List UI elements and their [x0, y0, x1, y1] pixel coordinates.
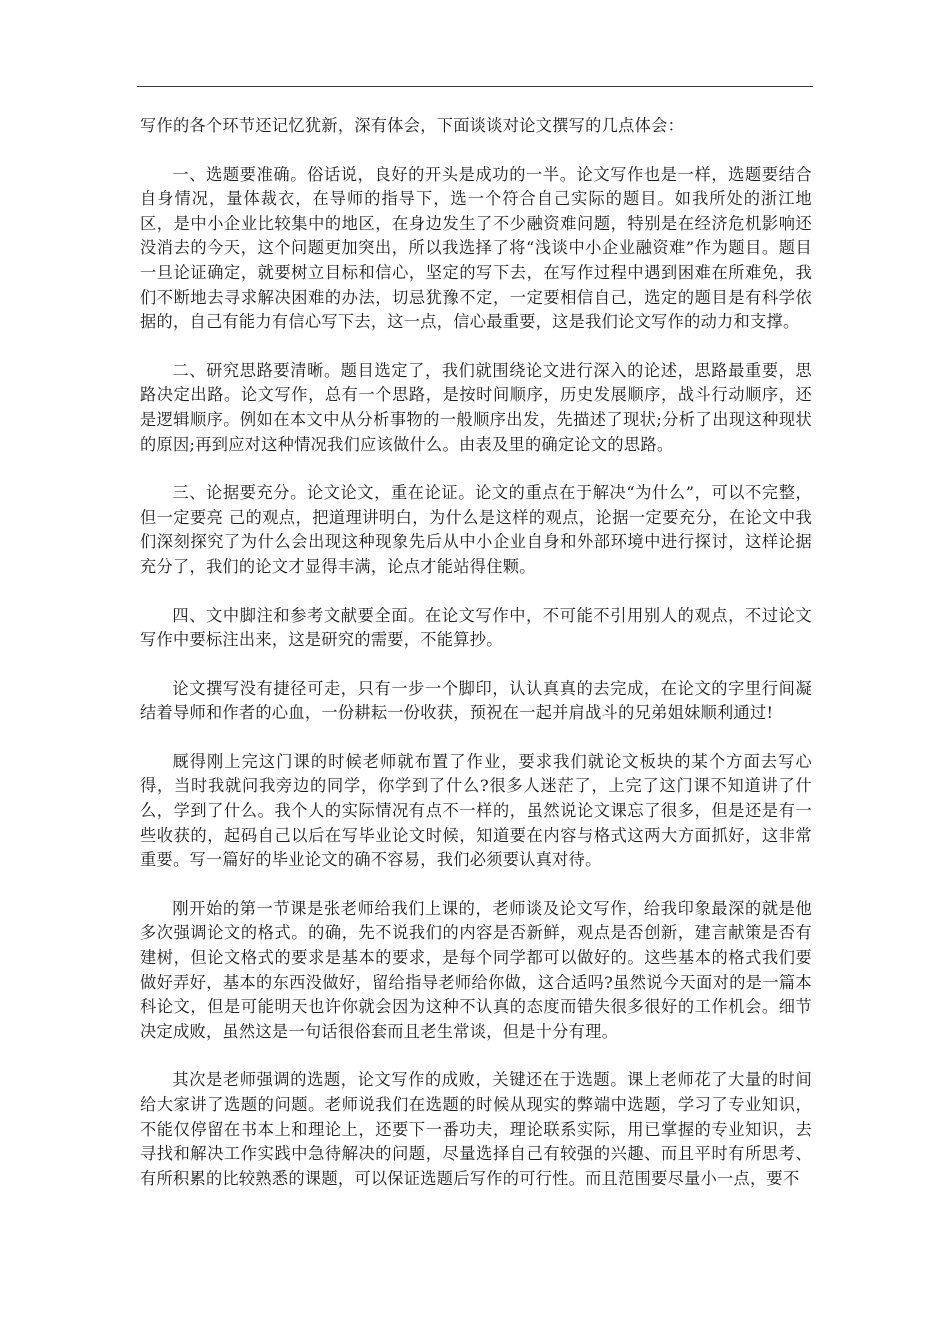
paragraph-course-reflection: 厩得刚上完这门课的时候老师就布置了作业，要求我们就论文板块的某个方面去写心得，当时我就问我旁边的同学，你学到了什么?很多人迷茫了，上完了这门课不知道讲了什么，学到了什么。我个人的实际情况有点不一样的，虽然说论文课忘了很多，但是还是有一些收获的，起码自己以后在写毕业论文时候，知道要在内容与格式这两大方面抓好，这非常重要。写一篇好的毕业论文的确不容易，我们必须要认真对待。: [140, 751, 812, 870]
paragraph-conclusion: 论文撰写没有捷径可走，只有一步一个脚印，认认真真的去完成，在论文的字里行间凝结着导师和作者的心血，一份耕耘一份收获，预祝在一起并肩战斗的兄弟姐妹顺利通过!: [140, 678, 812, 723]
paragraph-research-approach: 二、研究思路要清晰。题目选定了，我们就围绕论文进行深入的论述，思路最重要，思路决定出路。论文写作，总有一个思路，是按时间顺序，历史发展顺序，战斗行动顺序，还是逻辑顺序。例如在本文中从分析事物的一般顺序出发，先描述了现状;分析了出现这种现状的原因;再到应对这种情况我们应该做什么。由表及里的确定论文的思路。: [140, 360, 812, 454]
paragraph-arguments: 三、论据要充分。论文论文，重在论证。论文的重点在于解决“为什么”，可以不完整，但一定要亮 己的观点，把道理讲明白，为什么是这样的观点，论据一定要充分，在论文中我们深刻探究了为什么会出现这种现象先后从中小企业自身和外部环境中进行探讨，这样论据充分了，我们的论文才显得丰满，论点才能站得住颗。: [140, 483, 812, 576]
paragraph-format-emphasis: 刚开始的第一节课是张老师给我们上课的，老师谈及论文写作，给我印象最深的就是他多次强调论文的格式。的确，先不说我们的内容是否新鲜，观点是否创新，建言献策是否有建树，但论文格式的要求是基本的要求，是每个同学都可以做好的。这些基本的格式我们要做好弄好，基本的东西没做好，留给指导老师给你做，这合适吗?虽然说今天面对的是一篇本科论文，但是可能明天也许你就会因为这种不认真的态度而错失很多很好的工作机会。细节决定成败，虽然这是一句话很俗套而且老生常谈，但是十分有理。: [140, 898, 812, 1041]
paragraph-topic-selection: 一、选题要准确。俗话说，良好的开头是成功的一半。论文写作也是一样，选题要结合自身情况，量体裁衣，在导师的指导下，选一个符合自己实际的题目。如我所处的浙江地区，是中小企业比较集中的地区，在身边发生了不少融资难问题，特别是在经济危机影响还没消去的今天，这个问题更加突出，所以我选择了将“浅谈中小企业融资难”作为题目。题目一旦论证确定，就要树立目标和信心，坚定的写下去，在写作过程中遇到困难在所难免，我们不断地去寻求解决困难的办法，切忌犹豫不定，一定要相信自己，选定的题目是有科学依据的，自己有能力有信心写下去，这一点，信心最重要，这是我们论文写作的动力和支撑。: [140, 164, 812, 332]
paragraph-topic-emphasis: 其次是老师强调的选题，论文写作的成败，关键还在于选题。课上老师花了大量的时间给大家讲了选题的问题。老师说我们在选题的时候从现实的弊端中选题，学习了专业知识，不能仅停留在书本上和理论上，还要下一番功夫，理论联系实际，用已掌握的专业知识，去寻找和解决工作实践中急待解决的问题，尽量选择自己有较强的兴趣、而且平时有所思考、有所积累的比较熟悉的课题，可以保证选题后写作的可行性。而且范围要尽量小一点，要不: [140, 1070, 812, 1188]
paragraph-footnotes-references: 四、文中脚注和参考文献要全面。在论文写作中，不可能不引用别人的观点，不过论文写作中要标注出来，这是研究的需要，不能算抄。: [140, 605, 812, 650]
paragraph-intro: 写作的各个环节还记忆犹新，深有体会，下面谈谈对论文撰写的几点体会：: [140, 116, 685, 135]
header-divider: [137, 86, 813, 87]
document-body: [140, 114, 812, 1191]
